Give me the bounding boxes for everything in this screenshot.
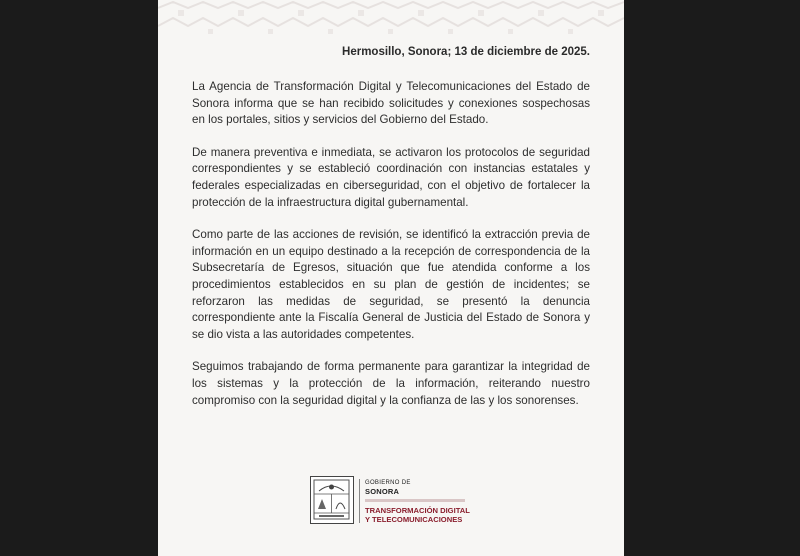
footer-logo-block (310, 476, 480, 528)
letter-page (158, 0, 624, 556)
agency-subtitle-line (365, 499, 465, 502)
letter-body (192, 79, 590, 425)
gobierno-label: GOBIERNO DE (365, 480, 411, 486)
decorative-header-pattern (158, 0, 624, 38)
sonora-coat-of-arms-icon (310, 476, 354, 524)
agency-name-line2: Y TELECOMUNICACIONES (365, 515, 463, 524)
paragraph-2: De manera preventiva e inmediata, se activaron los protocolos de seguridad correspondientes y se estableció coordinación con instancias estatales y federales especializadas en ciberseguridad, con el objetivo de fortalecer la protección de la infraestructura digital gubernamental. (192, 145, 590, 209)
logo-divider (359, 479, 360, 523)
paragraph-1: La Agencia de Transformación Digital y Telecomunicaciones del Estado de Sonora informa que se han recibido solicitudes y conexiones sospechosas en los portales, sitios y servicios del Gobierno del Estado. (192, 80, 590, 127)
sonora-label: SONORA (365, 487, 400, 496)
paragraph-3: Como parte de las acciones de revisión, se identificó la extracción previa de información en un equipo destinado a la recepción de correspondencia de la Subsecretaría de Egresos, situación que fue atendida conforme a los procedimientos establecidos en su plan de gestión de incidentes; se reforzaron las medidas de seguridad, se presentó la denuncia correspondiente ante la Fiscalía General de Justicia del Estado de Sonora y se dio vista a las autoridades competentes. (192, 228, 590, 341)
agency-name-line1: TRANSFORMACIÓN DIGITAL (365, 506, 470, 515)
letter-date: Hermosillo, Sonora; 13 de diciembre de 2025. (342, 46, 590, 58)
paragraph-4: Seguimos trabajando de forma permanente para garantizar la integridad de los sistemas y la protección de la información, reiterando nuestro compromiso con la seguridad digital y la confianza de las y los sonorenses. (192, 360, 590, 407)
